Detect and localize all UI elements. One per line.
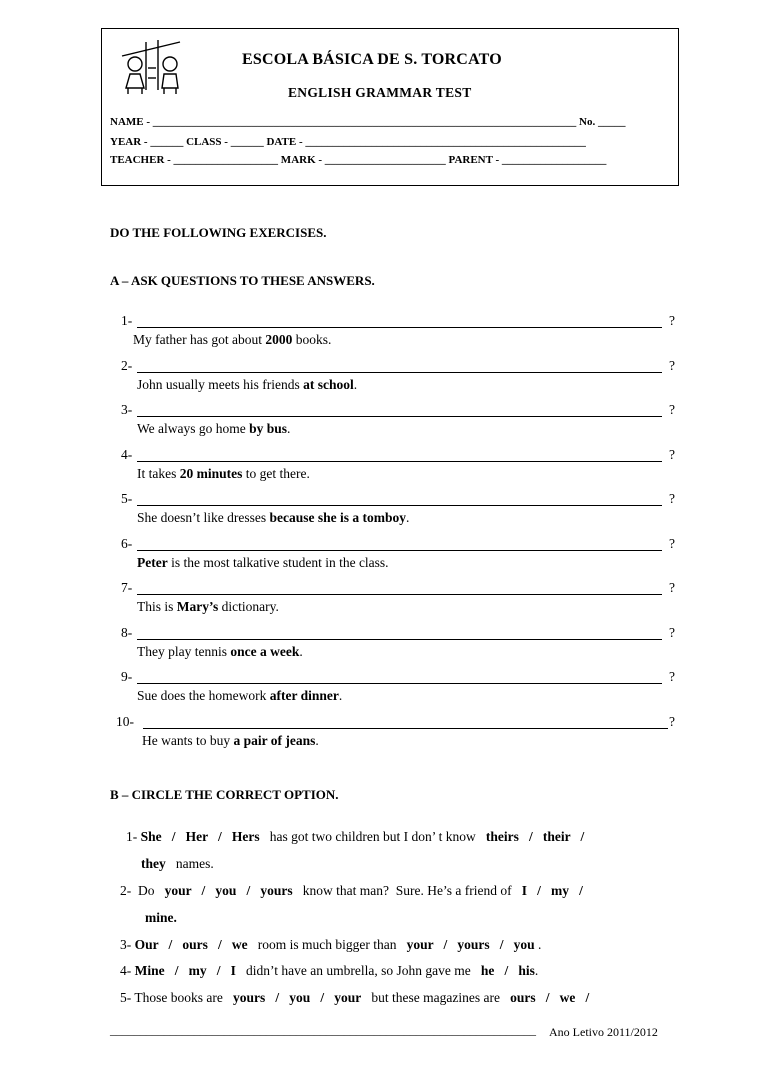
question-answer-line[interactable]: [137, 372, 662, 373]
answer-text: books.: [292, 332, 332, 347]
question-mark: ?: [669, 313, 675, 328]
option-text: .: [534, 937, 542, 952]
answer-text: She doesn’t like dresses: [137, 510, 270, 525]
answer-sentence: [142, 733, 319, 749]
answer-text: .: [315, 733, 319, 748]
answer-highlight: at school: [303, 377, 354, 392]
question-answer-line[interactable]: [137, 327, 662, 328]
question-mark: ?: [669, 491, 675, 506]
answer-highlight: after dinner: [269, 688, 339, 703]
question-answer-line[interactable]: [137, 683, 662, 684]
option-choices[interactable]: he / his: [480, 963, 535, 978]
question-mark: ?: [669, 358, 675, 373]
question-number: 10-: [116, 714, 134, 729]
answer-text: John usually meets his friends: [137, 377, 304, 392]
answer-highlight: Mary’s: [176, 599, 219, 614]
school-year: Ano Letivo 2011/2012: [549, 1025, 658, 1039]
option-text: 4-: [120, 963, 135, 978]
question-number: 2-: [121, 358, 133, 373]
footer-rule: _______________________________________________________________________: [110, 1023, 536, 1037]
answer-text: It takes: [137, 466, 180, 481]
option-line: [120, 883, 583, 899]
answer-sentence: [137, 510, 409, 526]
option-text: names.: [165, 856, 214, 871]
answer-sentence: [137, 644, 303, 660]
question-number: 3-: [121, 402, 133, 417]
answer-text: is the most talkative student in the class.: [167, 555, 389, 570]
answer-text: .: [353, 377, 358, 392]
question-answer-line[interactable]: [137, 550, 662, 551]
question-number: 8-: [121, 625, 133, 640]
option-choices[interactable]: Our / ours / we: [134, 937, 248, 952]
section-a-title: A – ASK QUESTIONS TO THESE ANSWERS.: [110, 273, 375, 288]
question-number: 1-: [121, 313, 133, 328]
question-mark: ?: [669, 536, 675, 551]
option-line: [141, 856, 214, 872]
option-line: [120, 937, 541, 953]
school-name: ESCOLA BÁSICA DE S. TORCATO: [242, 51, 502, 68]
question-answer-line[interactable]: [137, 639, 662, 640]
answer-highlight: Peter: [137, 555, 168, 570]
question-answer-line[interactable]: [137, 594, 662, 595]
question-mark: ?: [669, 669, 675, 684]
option-text: 1-: [126, 829, 141, 844]
question-answer-line[interactable]: [137, 416, 662, 417]
teacher-mark-parent-line[interactable]: TEACHER - ___________________ MARK - ______________________ PARENT - ___________________: [110, 154, 607, 166]
question-answer-line[interactable]: [137, 461, 662, 462]
option-line: [120, 963, 538, 979]
option-choices[interactable]: mine.: [145, 910, 177, 925]
option-text: room is much bigger than: [247, 937, 407, 952]
option-text: 2- Do: [120, 883, 165, 898]
answer-text: We always go home: [137, 421, 250, 436]
question-number: 6-: [121, 536, 133, 551]
option-choices[interactable]: She / Her / Hers: [140, 829, 260, 844]
answer-text: .: [338, 688, 343, 703]
instructions: DO THE FOLLOWING EXERCISES.: [110, 225, 327, 240]
option-line: [145, 910, 177, 926]
answer-text: They play tennis: [137, 644, 231, 659]
answer-sentence: [137, 555, 389, 571]
answer-highlight: 20 minutes: [179, 466, 243, 481]
option-text: didn’t have an umbrella, so John gave me: [235, 963, 481, 978]
answer-text: to get there.: [242, 466, 310, 481]
name-field-line[interactable]: NAME - _____________________________________________________________________________ No. _____: [110, 116, 626, 128]
answer-highlight: 2000: [265, 332, 293, 347]
answer-sentence: [137, 421, 290, 437]
answer-highlight: once a week: [230, 644, 300, 659]
option-text: 5- Those books are: [120, 990, 233, 1005]
option-choices[interactable]: I / my /: [521, 883, 583, 898]
answer-text: Sue does the homework: [137, 688, 270, 703]
option-choices[interactable]: ours / we /: [510, 990, 590, 1005]
question-number: 4-: [121, 447, 133, 462]
answer-sentence: [137, 377, 357, 393]
answer-text: dictionary.: [218, 599, 279, 614]
answer-highlight: a pair of jeans: [233, 733, 316, 748]
option-line: [126, 829, 584, 845]
question-mark: ?: [669, 447, 675, 462]
answer-text: He wants to buy: [142, 733, 234, 748]
answer-text: This is: [137, 599, 177, 614]
option-text: but these magazines are: [361, 990, 511, 1005]
question-number: 9-: [121, 669, 133, 684]
question-answer-line[interactable]: [137, 505, 662, 506]
question-mark: ?: [669, 402, 675, 417]
option-choices[interactable]: yours / you / your: [232, 990, 362, 1005]
option-line: [120, 990, 589, 1006]
test-title: ENGLISH GRAMMAR TEST: [288, 85, 472, 100]
option-choices[interactable]: theirs / their /: [485, 829, 585, 844]
option-text: has got two children but I don’ t know: [259, 829, 486, 844]
school-logo-icon: [118, 38, 184, 94]
question-mark: ?: [669, 580, 675, 595]
answer-sentence: [137, 599, 279, 615]
option-choices[interactable]: Mine / my / I: [134, 963, 236, 978]
question-answer-line[interactable]: [143, 728, 668, 729]
answer-sentence: [137, 466, 310, 482]
answer-highlight: because she is a tomboy: [269, 510, 406, 525]
answer-sentence: [133, 332, 331, 348]
answer-text: .: [406, 510, 410, 525]
answer-text: My father has got about: [133, 332, 266, 347]
question-mark: ?: [669, 714, 675, 729]
answer-highlight: by bus: [249, 421, 288, 436]
option-text: 3-: [120, 937, 135, 952]
section-b-title: B – CIRCLE THE CORRECT OPTION.: [110, 787, 339, 802]
option-choices[interactable]: your / yours / you: [406, 937, 535, 952]
option-choices[interactable]: they: [141, 856, 166, 871]
question-number: 5-: [121, 491, 133, 506]
option-text: .: [534, 963, 539, 978]
year-class-date-line[interactable]: YEAR - ______ CLASS - ______ DATE - ___________________________________________________: [110, 136, 586, 148]
question-number: 7-: [121, 580, 133, 595]
option-text: know that man? Sure. He’s a friend of: [292, 883, 522, 898]
option-choices[interactable]: your / you / yours: [164, 883, 293, 898]
answer-text: .: [287, 421, 291, 436]
answer-text: .: [299, 644, 303, 659]
answer-sentence: [137, 688, 342, 704]
question-mark: ?: [669, 625, 675, 640]
